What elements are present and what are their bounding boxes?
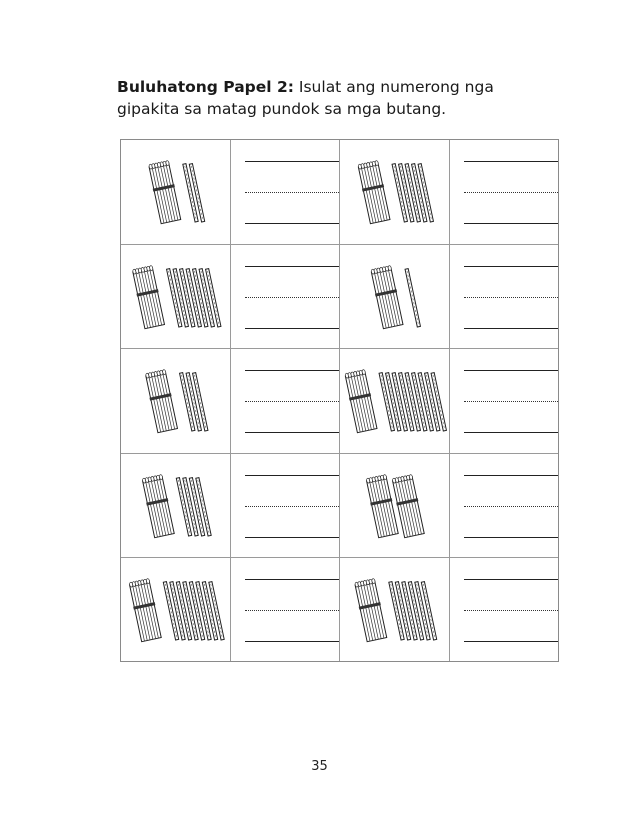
- bundle-stick-picture: [122, 350, 230, 452]
- instruction: [117, 76, 537, 120]
- answer-line-top[interactable]: [464, 266, 558, 267]
- answer-line-dotted[interactable]: [464, 506, 558, 507]
- answer-line-bottom[interactable]: [464, 328, 558, 329]
- bundle-stick-picture: [341, 559, 449, 661]
- answer-line-dotted[interactable]: [245, 506, 339, 507]
- answer-line-top[interactable]: [464, 475, 558, 476]
- bundle-of-ten-sticks: [144, 369, 178, 433]
- answer-line-dotted[interactable]: [464, 192, 558, 193]
- bundle-of-ten-sticks: [128, 579, 162, 643]
- answer-line-top[interactable]: [245, 475, 339, 476]
- answer-line-bottom[interactable]: [464, 432, 558, 433]
- column-divider: [230, 140, 231, 661]
- bundle-stick-picture: [341, 455, 449, 557]
- answer-line-bottom[interactable]: [245, 432, 339, 433]
- answer-line-top[interactable]: [464, 579, 558, 580]
- bundle-stick-picture: [341, 246, 449, 348]
- answer-line-dotted[interactable]: [464, 610, 558, 611]
- answer-line-bottom[interactable]: [245, 641, 339, 642]
- bundle-stick-picture: [341, 141, 449, 243]
- answer-line-top[interactable]: [245, 370, 339, 371]
- answer-line-dotted[interactable]: [245, 401, 339, 402]
- bundle-of-ten-sticks: [131, 265, 165, 329]
- page-number: 35: [311, 759, 328, 774]
- answer-line-bottom[interactable]: [245, 328, 339, 329]
- bundle-stick-picture: [122, 559, 230, 661]
- row-divider: [121, 348, 558, 349]
- answer-line-bottom[interactable]: [245, 223, 339, 224]
- bundle-stick-picture: [341, 350, 449, 452]
- instruction-title: Buluhatong Papel 2:: [117, 78, 294, 96]
- answer-line-bottom[interactable]: [464, 641, 558, 642]
- answer-line-top[interactable]: [245, 266, 339, 267]
- instruction-text: Isulat ang numerong nga gipakita sa matag pundok sa mga butang.: [117, 78, 494, 118]
- answer-line-dotted[interactable]: [245, 610, 339, 611]
- bundle-stick-picture: [122, 246, 230, 348]
- answer-line-top[interactable]: [464, 370, 558, 371]
- answer-line-dotted[interactable]: [245, 297, 339, 298]
- bundle-of-ten-sticks: [370, 265, 404, 329]
- answer-line-top[interactable]: [245, 579, 339, 580]
- column-divider: [339, 140, 340, 661]
- bundle-of-ten-sticks: [344, 369, 378, 433]
- single-stick: [405, 268, 420, 326]
- bundle-of-ten-sticks: [148, 160, 182, 224]
- bundle-of-ten-sticks: [357, 160, 391, 224]
- bundle-stick-picture: [122, 141, 230, 243]
- answer-line-dotted[interactable]: [245, 192, 339, 193]
- row-divider: [121, 557, 558, 558]
- answer-line-top[interactable]: [245, 161, 339, 162]
- answer-line-dotted[interactable]: [464, 297, 558, 298]
- bundle-of-ten-sticks: [141, 474, 175, 538]
- answer-line-bottom[interactable]: [464, 537, 558, 538]
- answer-line-dotted[interactable]: [464, 401, 558, 402]
- bundle-stick-picture: [122, 455, 230, 557]
- worksheet-table: [120, 139, 559, 662]
- bundle-of-ten-sticks: [354, 579, 388, 643]
- answer-line-bottom[interactable]: [245, 537, 339, 538]
- answer-line-top[interactable]: [464, 161, 558, 162]
- column-divider: [449, 140, 450, 661]
- answer-line-bottom[interactable]: [464, 223, 558, 224]
